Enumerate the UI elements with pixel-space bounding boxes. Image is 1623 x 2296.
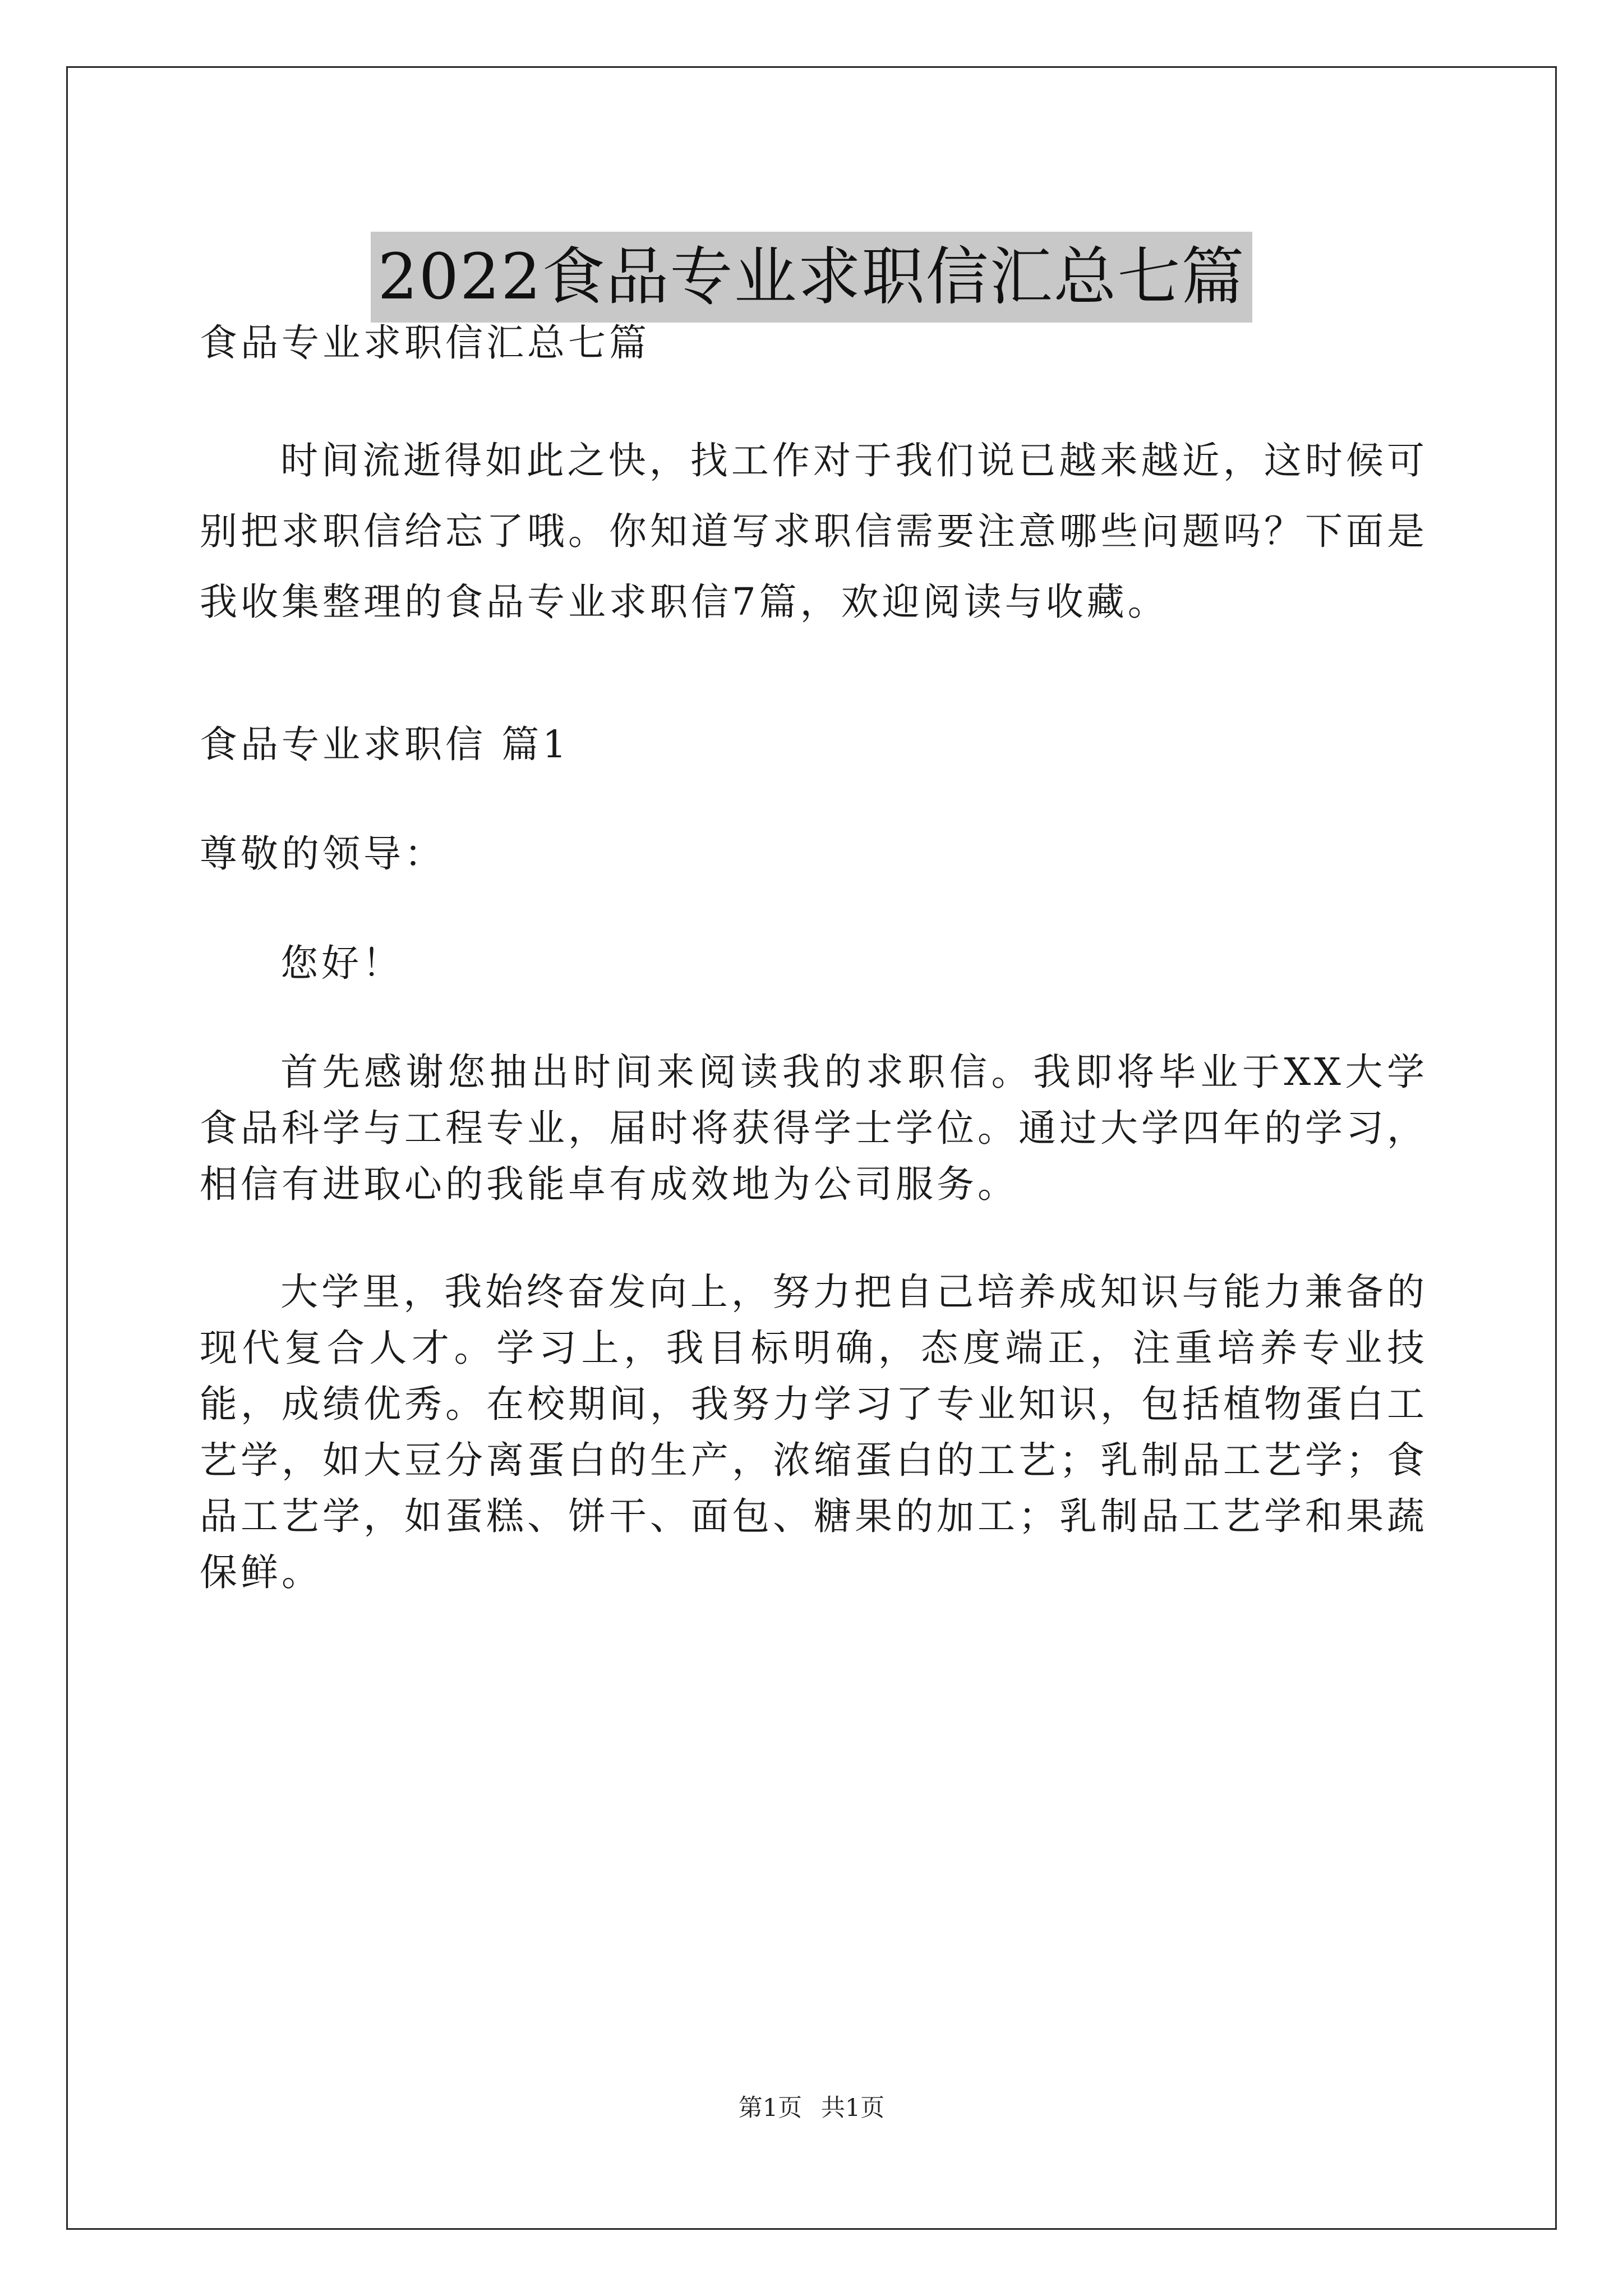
intro-paragraph: 时间流逝得如此之快，找工作对于我们说已越来越近，这时候可别把求职信给忘了哦。你知道写求职信需要注意哪些问题吗？下面是我收集整理的食品专业求职信7篇，欢迎阅读与收藏。: [200, 439, 1428, 624]
spacer: [200, 372, 1428, 425]
document-body: [200, 314, 1428, 1600]
section-heading: 食品专业求职信 篇1: [200, 723, 570, 766]
body-paragraph: 首先感谢您抽出时间来阅读我的求职信。我即将毕业于XX大学食品科学与工程专业，届时将获得学士学位。通过大学四年的学习，相信有进取心的我能卓有成效地为公司服务。: [200, 1050, 1428, 1206]
page-number: 第1页: [738, 2094, 803, 2122]
salutation: 尊敬的领导：: [200, 832, 445, 876]
document-subtitle: 食品专业求职信汇总七篇: [200, 321, 650, 365]
total-pages: 共1页: [820, 2094, 885, 2122]
spacer: [200, 637, 1428, 716]
spacer: [200, 774, 1428, 825]
body-paragraph: 大学里，我始终奋发向上，努力把自己培养成知识与能力兼备的现代复合人才。学习上，我目标明确，态度端正，注重培养专业技能，成绩优秀。在校期间，我努力学习了专业知识，包括植物蛋白工艺学，如大豆分离蛋白的生产，浓缩蛋白的工艺；乳制品工艺学；食品工艺学，如蛋糕、饼干、面包、糖果的加工；乳制品工艺学和果蔬保鲜。: [200, 1270, 1428, 1594]
greeting: 您好！: [280, 941, 403, 985]
spacer: [200, 883, 1428, 935]
document-title: 2022食品专业求职信汇总七篇: [371, 232, 1252, 323]
spacer: [200, 1212, 1428, 1264]
page-footer: [0, 2091, 1623, 2125]
spacer: [200, 992, 1428, 1044]
